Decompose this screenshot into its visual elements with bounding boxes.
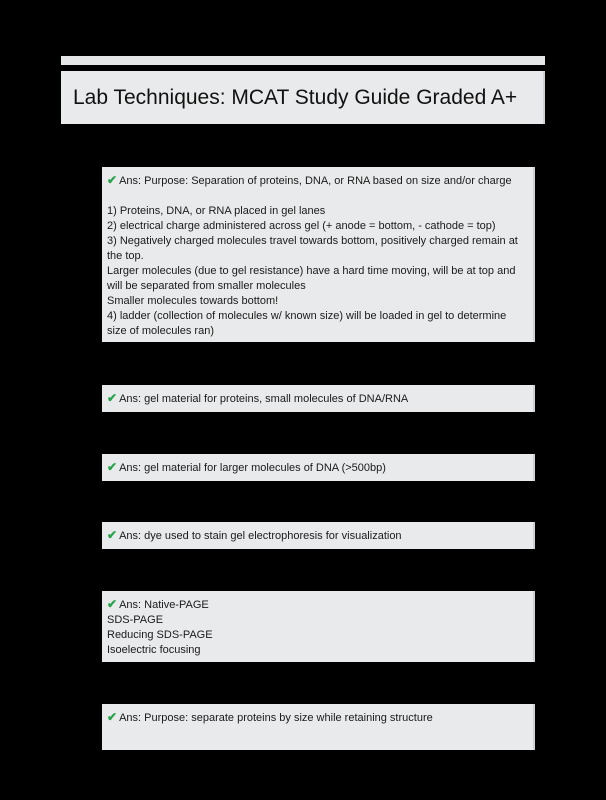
answer-line: 4) ladder (collection of molecules w/ known size) will be loaded in gel to determine size of molecules ran) [107, 310, 507, 337]
checkmark-icon: ✔ [107, 528, 118, 542]
checkmark-icon: ✔ [107, 710, 118, 724]
answer-line: ✔ Ans: Purpose: Separation of proteins, DNA, or RNA based on size and/or charge [107, 173, 512, 187]
answer-line: Larger molecules (due to gel resistance) have a hard time moving, will be at top and will be separated from smaller molecules [107, 265, 516, 292]
answer-line: SDS-PAGE [107, 614, 164, 626]
answer-card-2 [102, 385, 535, 412]
answer-line: ✔ Ans: gel material for proteins, small molecules of DNA/RNA [107, 391, 409, 405]
answer-line: ✔ Ans: dye used to stain gel electrophoresis for visualization [107, 528, 402, 542]
checkmark-icon: ✔ [107, 391, 118, 405]
answer-line: Isoelectric focusing [107, 644, 201, 656]
answer-line: Smaller molecules towards bottom! [107, 295, 279, 307]
checkmark-icon: ✔ [107, 460, 118, 474]
blank-line [107, 189, 525, 204]
answer-card-5 [102, 591, 535, 662]
answer-line: 3) Negatively charged molecules travel towards bottom, positively charged remain at the top. [107, 235, 518, 262]
answer-card-1 [102, 167, 535, 342]
title-banner [61, 71, 545, 124]
answer-card-6 [102, 704, 535, 750]
checkmark-icon: ✔ [107, 173, 118, 187]
answer-line: Reducing SDS-PAGE [107, 629, 213, 641]
answer-line: 2) electrical charge administered across gel (+ anode = bottom, - cathode = top) [107, 220, 496, 232]
answer-line: ✔ Ans: Purpose: separate proteins by size while retaining structure [107, 710, 433, 724]
checkmark-icon: ✔ [107, 597, 118, 611]
page-title: Lab Techniques: MCAT Study Guide Graded A+ [73, 86, 518, 109]
answer-card-3 [102, 454, 535, 481]
answer-line: 1) Proteins, DNA, or RNA placed in gel lanes [107, 205, 326, 217]
answer-line: ✔ Ans: gel material for larger molecules of DNA (>500bp) [107, 460, 386, 474]
answer-line: ✔ Ans: Native-PAGE [107, 597, 209, 611]
top-divider [61, 56, 545, 65]
answer-card-4 [102, 522, 535, 549]
